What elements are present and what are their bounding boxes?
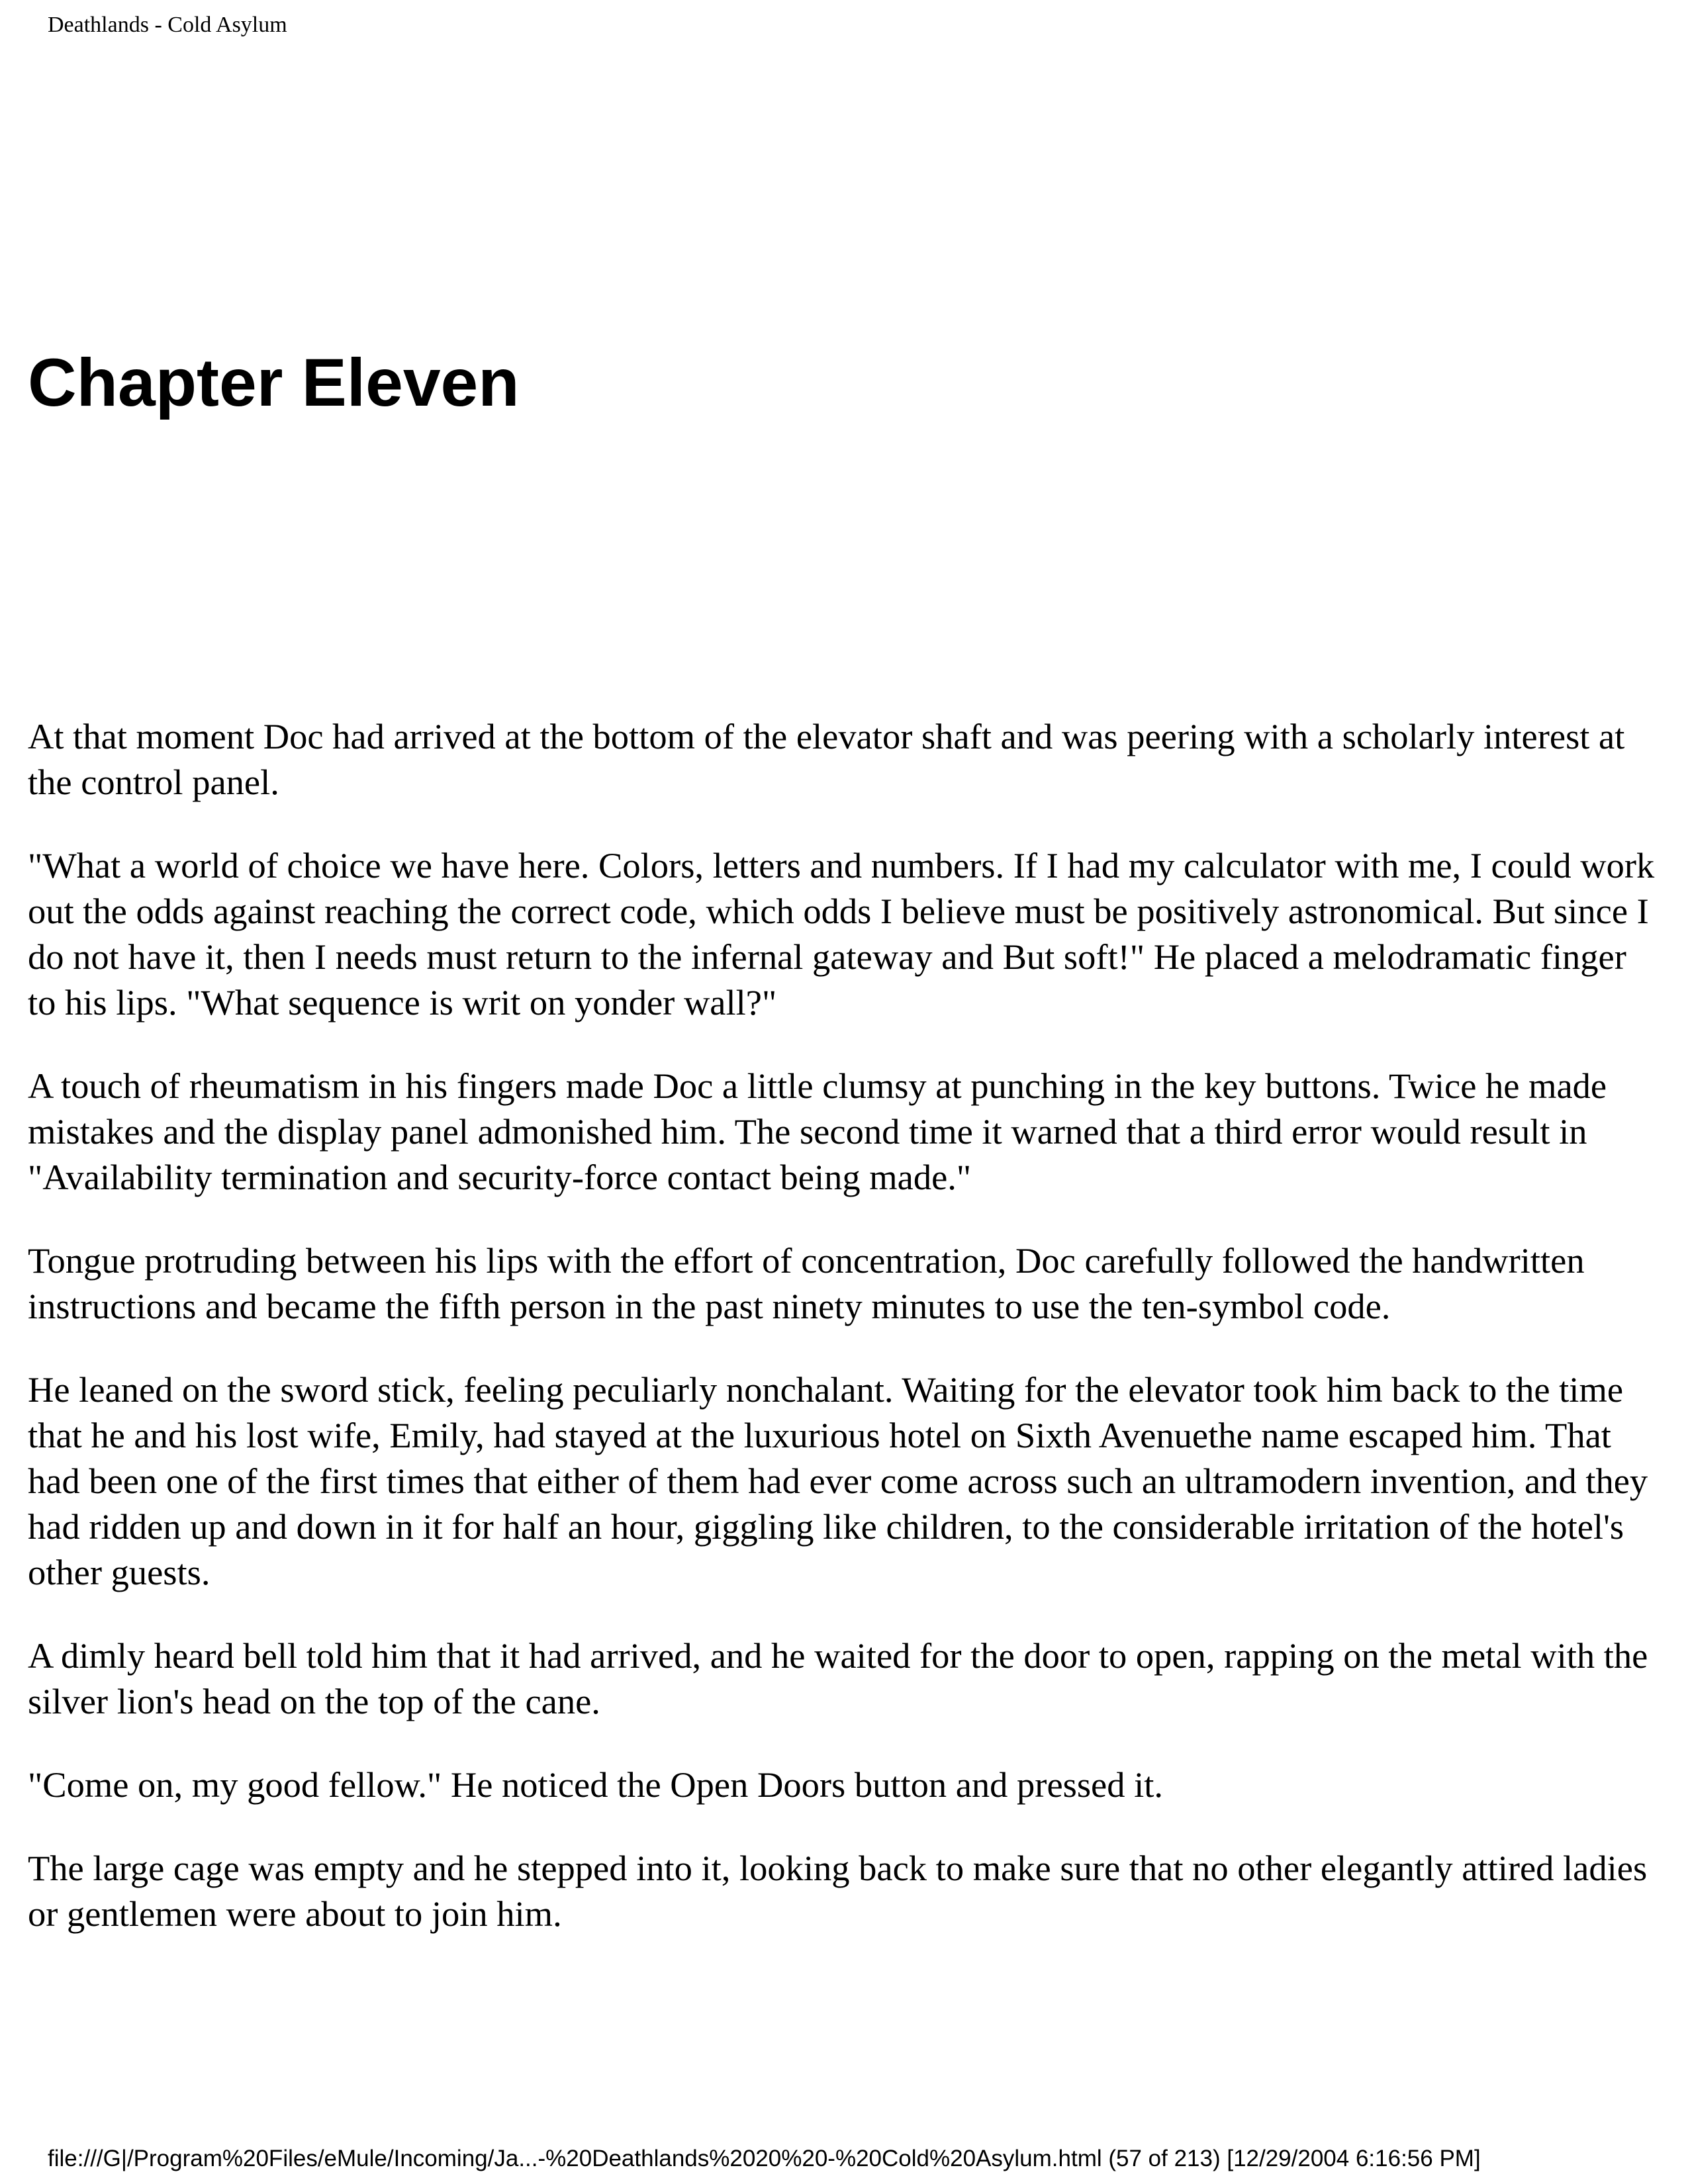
paragraph: A touch of rheumatism in his fingers made Doc a little clumsy at punching in the key buttons. Twice he made mistakes and the display panel admonished him. The second time it warned that a third error would result in "Availability termination and security-force contact being made." (28, 1066, 1607, 1197)
paragraph: Tongue protruding between his lips with the effort of concentration, Doc carefully followed the handwritten instructions and became the fifth person in the past ninety minutes to use the ten-symbol code. (28, 1240, 1585, 1326)
paragraph: A dimly heard bell told him that it had arrived, and he waited for the door to open, rapping on the metal with the silver lion's head on the top of the cane. (28, 1635, 1648, 1721)
paragraph: At that moment Doc had arrived at the bottom of the elevator shaft and was peering with a scholarly interest at the control panel. (28, 716, 1625, 802)
paragraph: He leaned on the sword stick, feeling peculiarly nonchalant. Waiting for the elevator took him back to the time that he and his lost wife, Emily, had stayed at the luxurious hotel on Sixth Avenuethe name escaped him. That had been one of the first times that either of them had ever come across such an ultramodern invention, and they had ridden up and down in it for half an hour, giggling like children, to the considerable irritation of the hotel's other guests. (28, 1369, 1648, 1592)
paragraph: "Come on, my good fellow." He noticed the Open Doors button and pressed it. (28, 1764, 1164, 1805)
chapter-title: Chapter Eleven (28, 345, 520, 420)
paragraph: The large cage was empty and he stepped into it, looking back to make sure that no other elegantly attired ladies or gentlemen were about to join him. (28, 1848, 1648, 1934)
page-footer-url: file:///G|/Program%20Files/eMule/Incoming/Ja...-%20Deathlands%2020%20-%20Cold%20Asylum.html (57 of 213) [12/29/2004 6:16:56 PM] (48, 2146, 1481, 2171)
paragraph: "What a world of choice we have here. Colors, letters and numbers. If I had my calculator with me, I could work out the odds against reaching the correct code, which odds I believe must be positively astronomical. But since I do not have it, then I needs must return to the infernal gateway and But soft!" He placed a melodramatic finger to his lips. "What sequence is writ on yonder wall?" (28, 845, 1655, 1023)
page-header-title: Deathlands - Cold Asylum (48, 13, 287, 37)
chapter-body (28, 713, 1663, 1974)
